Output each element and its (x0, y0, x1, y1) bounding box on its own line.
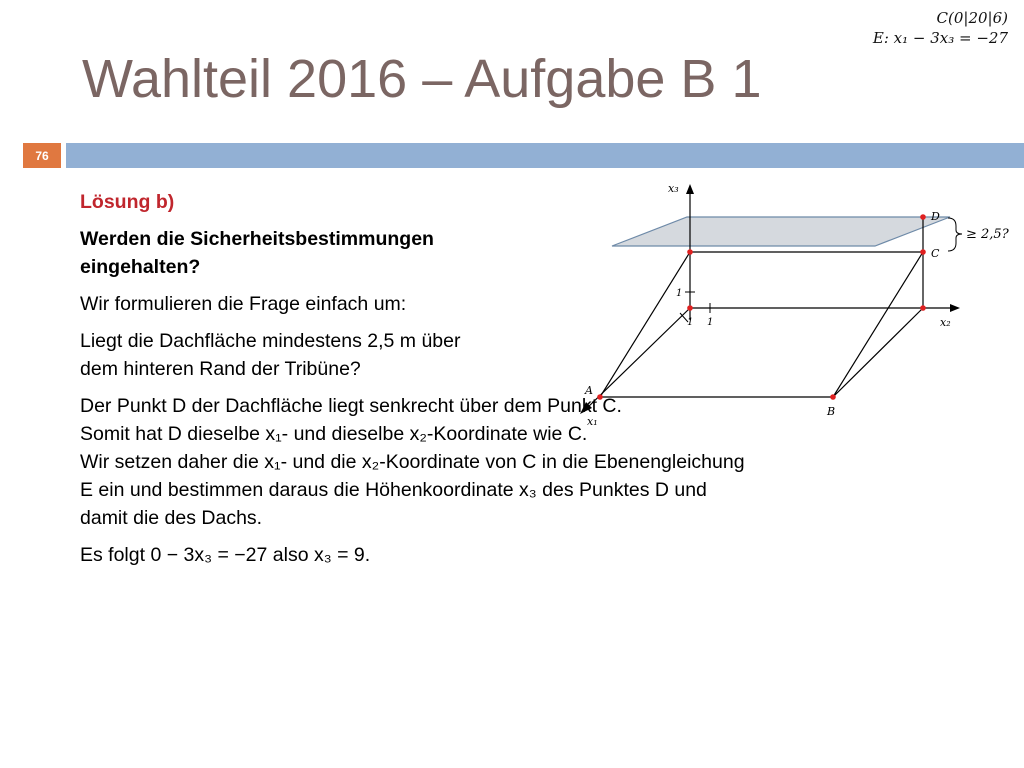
liegt-line-1: Liegt die Dachfläche mindestens 2,5 m über (80, 330, 461, 352)
label-d: D (931, 210, 940, 223)
tick-x2-label: 1 (707, 317, 714, 328)
axis-x2-label: x₂ (940, 316, 951, 329)
explain-line-2: Somit hat D dieselbe x₁- und dieselbe x₂-Koordinate wie C. (80, 423, 588, 445)
plane-e-equation: E: x₁ − 3x₃ = −27 (872, 29, 1008, 47)
label-c: C (931, 247, 940, 260)
question-line-1: Werden die Sicherheitsbestimmungen (80, 228, 434, 250)
slide-number-badge: 76 (23, 143, 61, 168)
brace-label: ≥ 2,5? (966, 227, 1009, 242)
result-text: Es folgt 0 − 3x₃ = −27 also x₃ = 9. (80, 544, 371, 566)
point-c-coordinates: C(0|20|6) (936, 9, 1008, 27)
tick-x3-label: 1 (676, 288, 683, 299)
liegt-line-2: dem hinteren Rand der Tribüne? (80, 358, 361, 380)
tick-x1-label: 1 (687, 317, 694, 328)
slide-content (80, 188, 980, 569)
label-a: A (585, 384, 593, 397)
explain-line-5: damit die des Dachs. (80, 507, 263, 529)
reformulate-text: Wir formulieren die Frage einfach um: (80, 293, 407, 315)
axis-x3-label: x₃ (668, 182, 679, 195)
slide-title: Wahlteil 2016 – Aufgabe B 1 (82, 49, 762, 109)
solution-heading: Lösung b) (80, 191, 175, 213)
explain-line-1: Der Punkt D der Dachfläche liegt senkrecht über dem Punkt C. (80, 395, 622, 417)
question-line-2: eingehalten? (80, 256, 201, 278)
axis-x1-label: x₁ (587, 415, 598, 428)
explain-line-3: Wir setzen daher die x₁- und die x₂-Koordinate von C in die Ebenengleichung (80, 451, 745, 473)
explain-line-4: E ein und bestimmen daraus die Höhenkoordinate x₃ des Punktes D und (80, 479, 707, 501)
label-b: B (827, 405, 836, 418)
